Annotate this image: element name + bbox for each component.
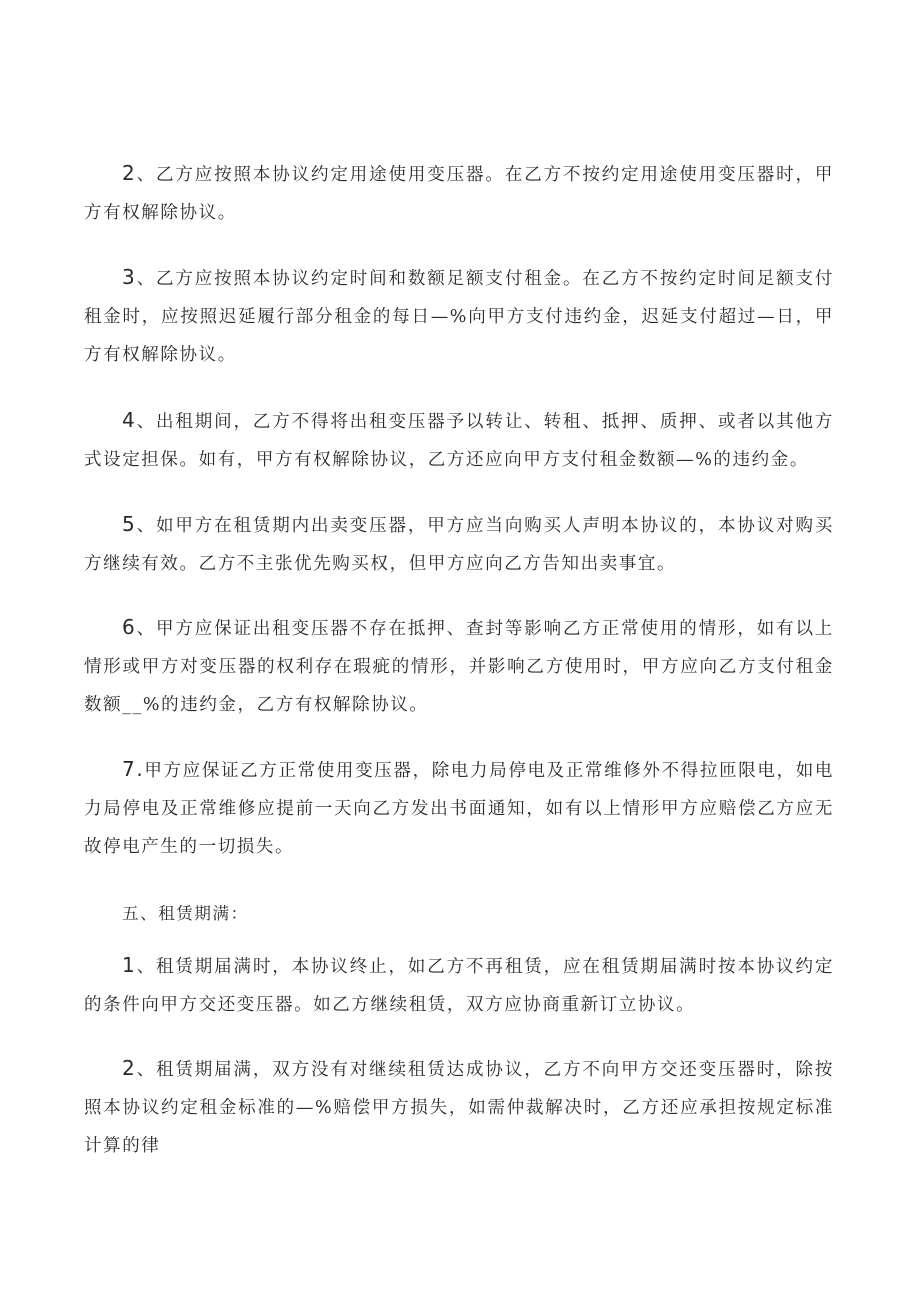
clause-7 bbox=[84, 750, 834, 866]
clause-number: 4 bbox=[122, 408, 137, 432]
clause-4 bbox=[84, 401, 834, 479]
section-heading: 五、租赁期满： bbox=[122, 904, 249, 923]
clause-text: 、乙方应按照本协议约定时间和数额足额支付租金。在乙方不按约定时间足额支付租金时，应按照迟延履行部分租金的每日—%向甲方支付违约金，迟延支付超过—日，甲方有权解除协议。 bbox=[84, 269, 834, 365]
clause-number: 2 bbox=[122, 161, 137, 185]
clause-text: 、租赁期届满时，本协议终止，如乙方不再租赁，应在租赁期届满时按本协议约定的条件向甲方交还变压器。如乙方继续租赁，双方应协商重新订立协议。 bbox=[84, 957, 834, 1015]
clause-number: 5 bbox=[122, 512, 137, 536]
clause-text: 、乙方应按照本协议约定用途使用变压器。在乙方不按约定用途使用变压器时，甲方有权解除协议。 bbox=[84, 165, 834, 223]
clause-6 bbox=[84, 608, 834, 724]
clause-text: 、租赁期届满，双方没有对继续租赁达成协议，乙方不向甲方交还变压器时，除按照本协议约定租金标准的—%赔偿甲方损失，如需仲裁解决时，乙方还应承担按规定标准计算的律 bbox=[84, 1060, 834, 1156]
clause-text: 、出租期间，乙方不得将出租变压器予以转让、转租、抵押、质押、或者以其他方式设定担保。如有，甲方有权解除协议，乙方还应向甲方支付租金数额—%的违约金。 bbox=[84, 412, 834, 470]
clause-number: 7. bbox=[122, 757, 145, 781]
clause-2 bbox=[84, 154, 834, 232]
clause-text: 甲方应保证乙方正常使用变压器，除电力局停电及正常维修外不得拉匝限电，如电力局停电及正常维修应提前一天向乙方发出书面通知，如有以上情形甲方应赔偿乙方应无故停电产生的一切损失。 bbox=[84, 761, 834, 857]
clause-number: 3 bbox=[122, 265, 137, 289]
clause-3 bbox=[84, 258, 834, 374]
section-clause-2 bbox=[84, 1049, 834, 1165]
clause-5 bbox=[84, 505, 834, 583]
clause-text: 、如甲方在租赁期内出卖变压器，甲方应当向购买人声明本协议的，本协议对购买方继续有效。乙方不主张优先购买权，但甲方应向乙方告知出卖事宜。 bbox=[84, 516, 834, 574]
clause-text: 、甲方应保证出租变压器不存在抵押、查封等影响乙方正常使用的情形，如有以上情形或甲方对变压器的权利存在瑕疵的情形，并影响乙方使用时，甲方应向乙方支付租金数额__%的违约金，乙方有权解除协议。 bbox=[84, 619, 834, 715]
section-clause-1 bbox=[84, 946, 834, 1024]
clause-number: 6 bbox=[122, 615, 137, 639]
clause-number: 2 bbox=[122, 1056, 137, 1080]
clause-number: 1 bbox=[122, 953, 137, 977]
